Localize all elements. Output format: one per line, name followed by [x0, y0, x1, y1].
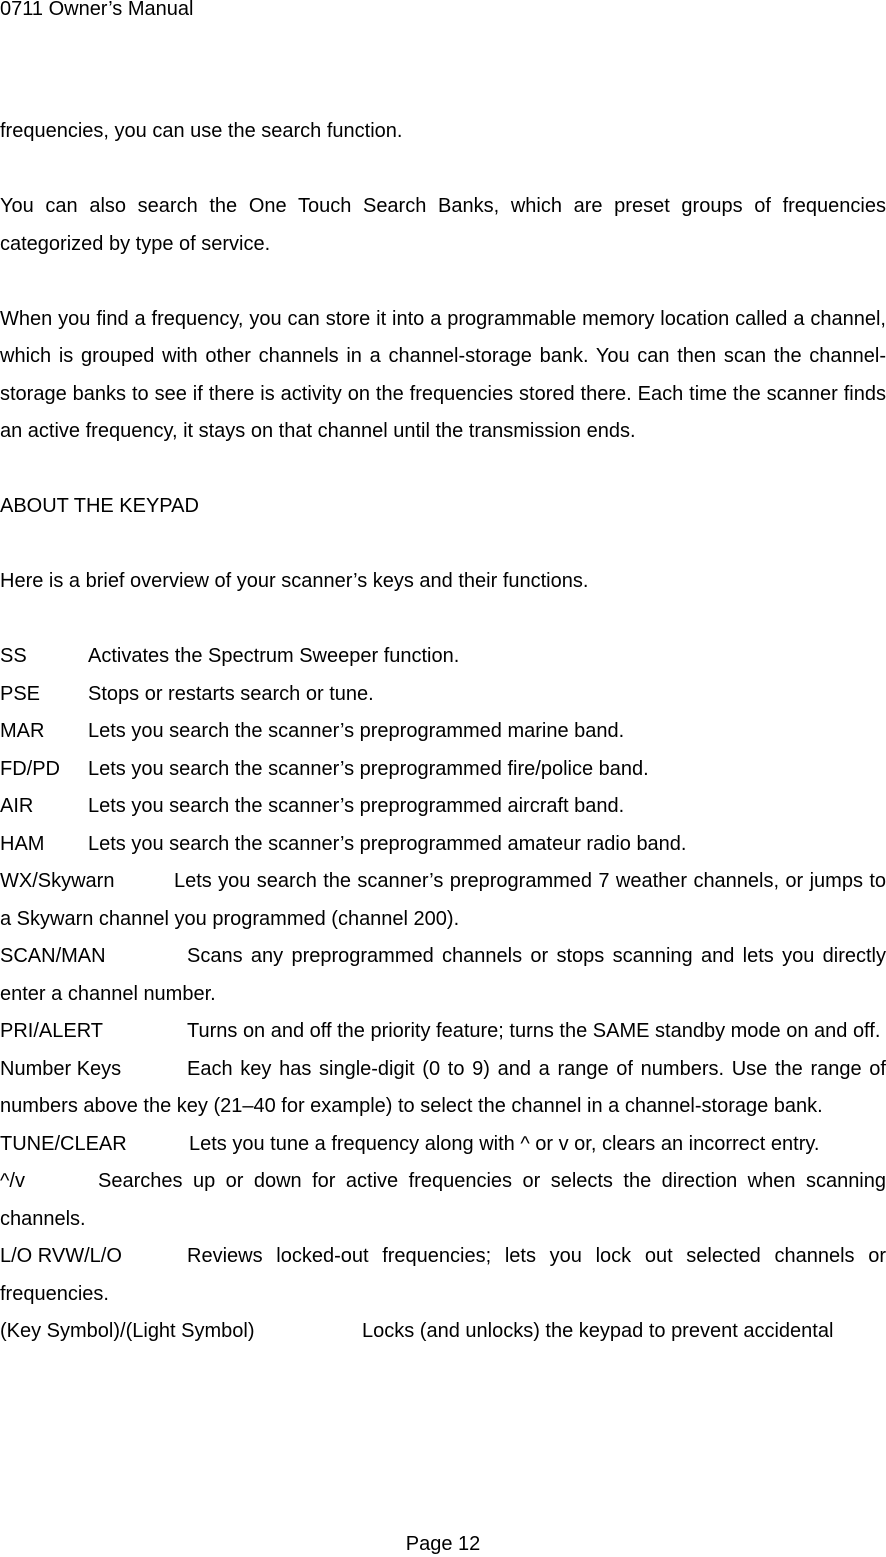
- key-item: [0, 1013, 886, 1051]
- key-name: L/O RVW/L/O: [0, 1245, 122, 1267]
- key-item: [0, 788, 886, 826]
- key-desc: Lets you search the scanner’s preprogrammed 7 weather channels, or jumps to a Skywarn channel you programmed (channel 200).: [0, 870, 886, 930]
- key-item: [0, 826, 886, 864]
- key-desc: Reviews locked-out frequencies; lets you lock out selected channels or frequencies.: [0, 1245, 886, 1305]
- key-desc: Searches up or down for active frequencies or selects the direction when scanning channels.: [0, 1170, 886, 1230]
- key-name: SCAN/MAN: [0, 945, 106, 967]
- page-number: Page 12: [405, 1533, 481, 1555]
- page-header: 0711 Owner’s Manual: [0, 0, 194, 20]
- key-desc: Locks (and unlocks) the keypad to prevent accidental: [362, 1320, 834, 1342]
- key-item: [0, 1051, 886, 1126]
- key-desc: Lets you search the scanner’s preprogrammed fire/police band.: [88, 757, 649, 780]
- key-name: MAR: [0, 720, 45, 742]
- paragraph-one-touch: You can also search the One Touch Search Banks, which are preset groups of frequencies categorized by type of service.: [0, 195, 886, 255]
- key-item: [0, 1238, 886, 1313]
- key-name: Number Keys: [0, 1057, 122, 1080]
- section-intro: Here is a brief overview of your scanner’s keys and their functions.: [0, 570, 589, 592]
- key-item: [0, 638, 886, 676]
- key-name: (Key Symbol)/(Light Symbol): [0, 1320, 255, 1342]
- key-item: [0, 1126, 886, 1164]
- key-name: PRI/ALERT: [0, 1020, 103, 1042]
- key-desc: Lets you search the scanner’s preprogrammed marine band.: [88, 720, 625, 742]
- key-name: PSE: [0, 682, 41, 705]
- key-desc: Activates the Spectrum Sweeper function.: [88, 645, 460, 667]
- paragraph-channels: When you find a frequency, you can store it into a programmable memory location called a channel, which is grouped with other channels in a channel-storage bank. You can then scan the channel-storage banks to see if there is activity on the frequencies stored there. Each time the scanner finds an active frequency, it stays on that channel until the transmission ends.: [0, 307, 886, 442]
- key-name: SS: [0, 645, 27, 667]
- paragraph-search: frequencies, you can use the search function.: [0, 120, 403, 142]
- key-desc: Stops or restarts search or tune.: [88, 682, 374, 705]
- key-item: [0, 863, 886, 938]
- key-item: [0, 676, 886, 714]
- key-name: WX/Skywarn: [0, 870, 115, 892]
- key-name: TUNE/CLEAR: [0, 1132, 127, 1155]
- key-name: ^/v: [0, 1170, 25, 1192]
- key-item: [0, 938, 886, 1013]
- key-desc: Lets you tune a frequency along with ^ or v or, clears an incorrect entry.: [189, 1132, 820, 1155]
- key-desc: Lets you search the scanner’s preprogrammed aircraft band.: [88, 795, 625, 817]
- key-desc: Turns on and off the priority feature; turns the SAME standby mode on and off.: [187, 1020, 881, 1042]
- key-name: AIR: [0, 795, 34, 817]
- key-item: [0, 1163, 886, 1238]
- key-item: [0, 713, 886, 751]
- key-name: HAM: [0, 832, 45, 855]
- key-desc: Lets you search the scanner’s preprogrammed amateur radio band.: [88, 832, 687, 855]
- key-item: [0, 1313, 886, 1351]
- key-item: [0, 751, 886, 789]
- section-heading: ABOUT THE KEYPAD: [0, 495, 199, 517]
- page-content: [0, 113, 886, 1351]
- key-desc: Scans any preprogrammed channels or stops scanning and lets you directly enter a channel number.: [0, 945, 886, 1005]
- key-list: [0, 638, 886, 1351]
- key-name: FD/PD: [0, 757, 60, 780]
- key-desc: Each key has single-digit (0 to 9) and a range of numbers. Use the range of numbers above the key (21–40 for example) to select the channel in a channel-storage bank.: [0, 1057, 886, 1117]
